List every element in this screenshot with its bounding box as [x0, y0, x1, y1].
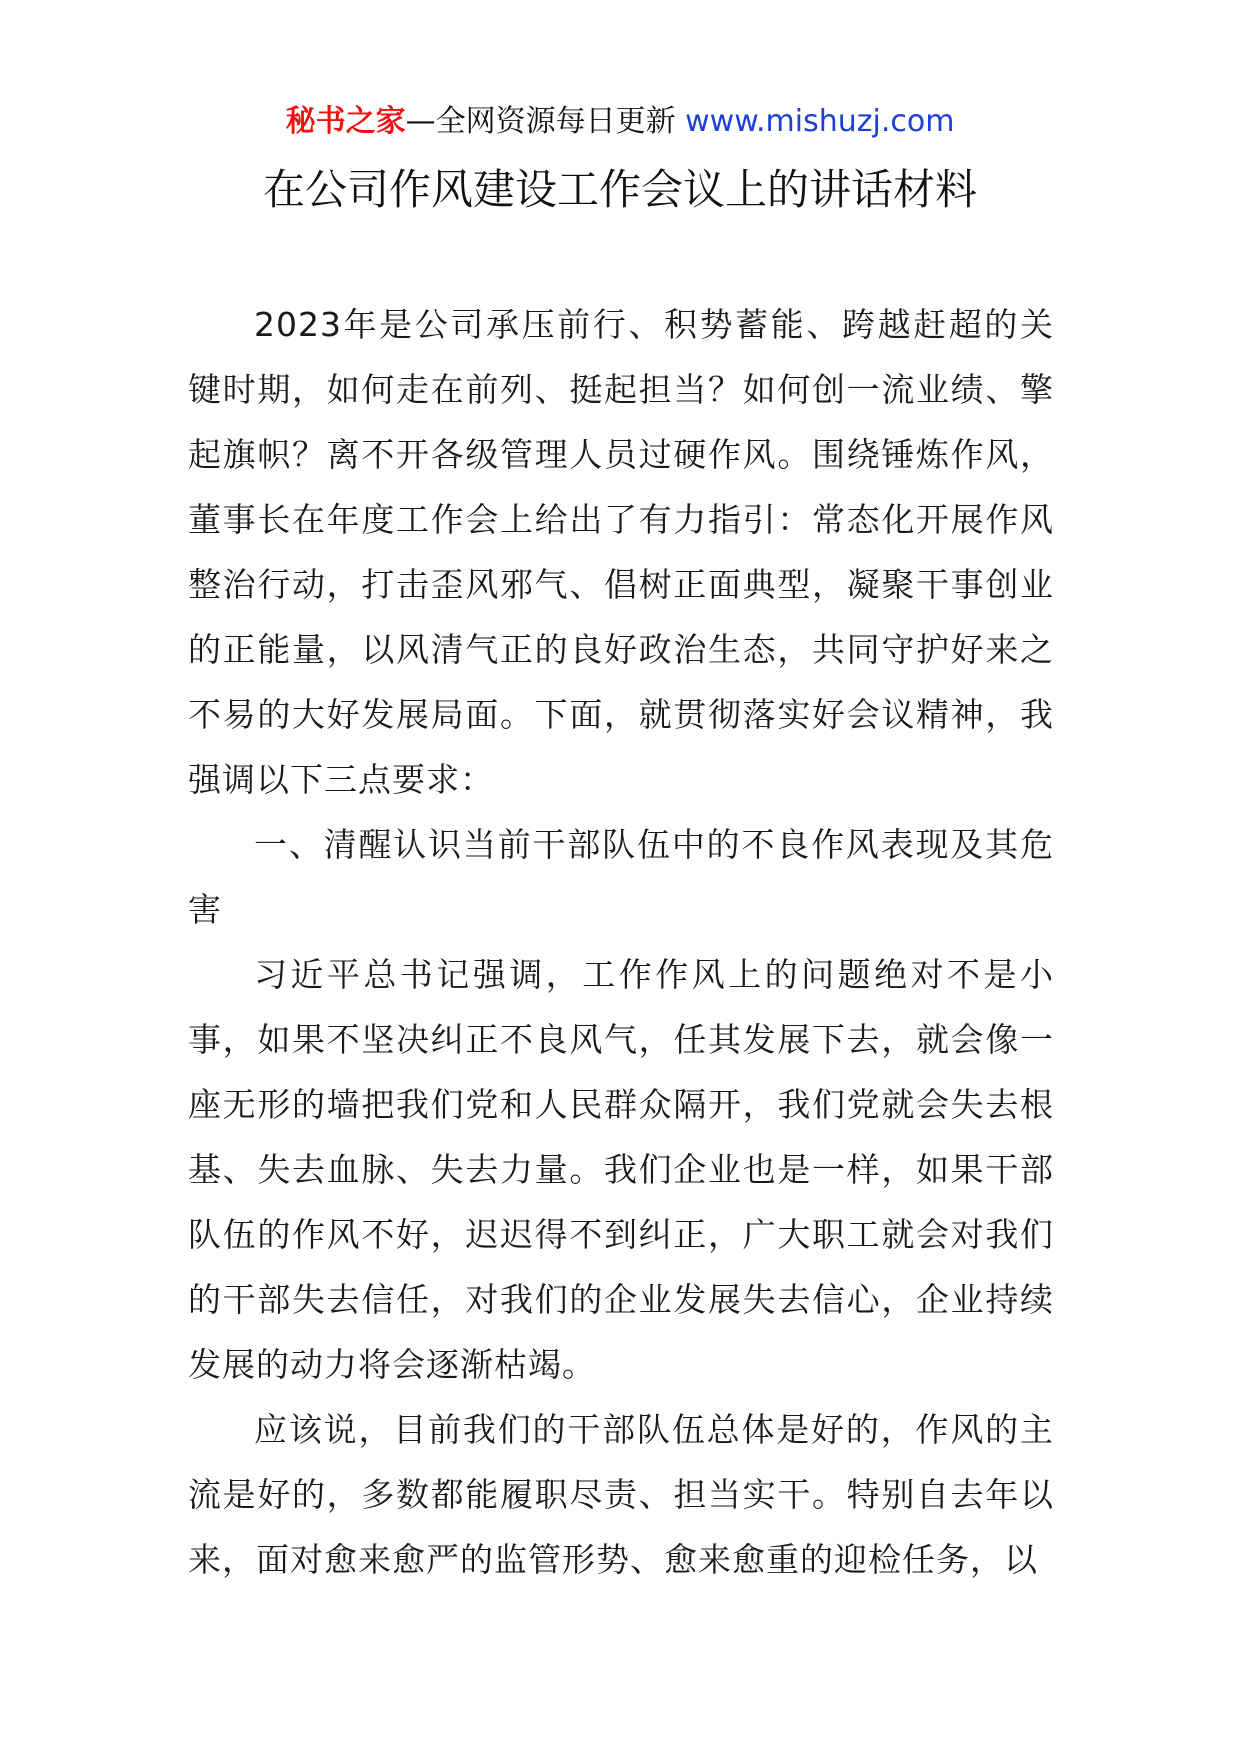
section-heading-1: 一、清醒认识当前干部队伍中的不良作风表现及其危害 [188, 825, 1054, 929]
header-tagline: —全网资源每日更新 [405, 104, 676, 139]
site-header [0, 100, 1240, 144]
document-body [188, 292, 1054, 1592]
site-url-link[interactable]: www.mishuzj.com [685, 104, 955, 139]
brand-name: 秘书之家 [285, 104, 406, 139]
paragraph-intro: 2023年是公司承压前行、积势蓄能、跨越赶超的关键时期，如何走在前列、挺起担当？如何创一流业绩、擎起旗帜？离不开各级管理人员过硬作风。围绕锤炼作风，董事长在年度工作会上给出了有力指引：常态化开展作风整治行动，打击歪风邪气、倡树正面典型，凝聚干事创业的正能量，以风清气正的良好政治生态，共同守护好来之不易的大好发展局面。下面，就贯彻落实好会议精神，我强调以下三点要求： [188, 305, 1054, 799]
paragraph-current-status: 应该说，目前我们的干部队伍总体是好的，作风的主流是好的，多数都能履职尽责、担当实干。特别自去年以来，面对愈来愈严的监管形势、愈来愈重的迎检任务，以 [188, 1410, 1054, 1579]
paragraph-xi-quote: 习近平总书记强调，工作作风上的问题绝对不是小事，如果不坚决纠正不良风气，任其发展下去，就会像一座无形的墙把我们党和人民群众隔开，我们党就会失去根基、失去血脉、失去力量。我们企业也是一样，如果干部队伍的作风不好，迟迟得不到纠正，广大职工就会对我们的干部失去信任，对我们的企业发展失去信心，企业持续发展的动力将会逐渐枯竭。 [188, 955, 1054, 1384]
document-title: 在公司作风建设工作会议上的讲话材料 [262, 165, 977, 214]
